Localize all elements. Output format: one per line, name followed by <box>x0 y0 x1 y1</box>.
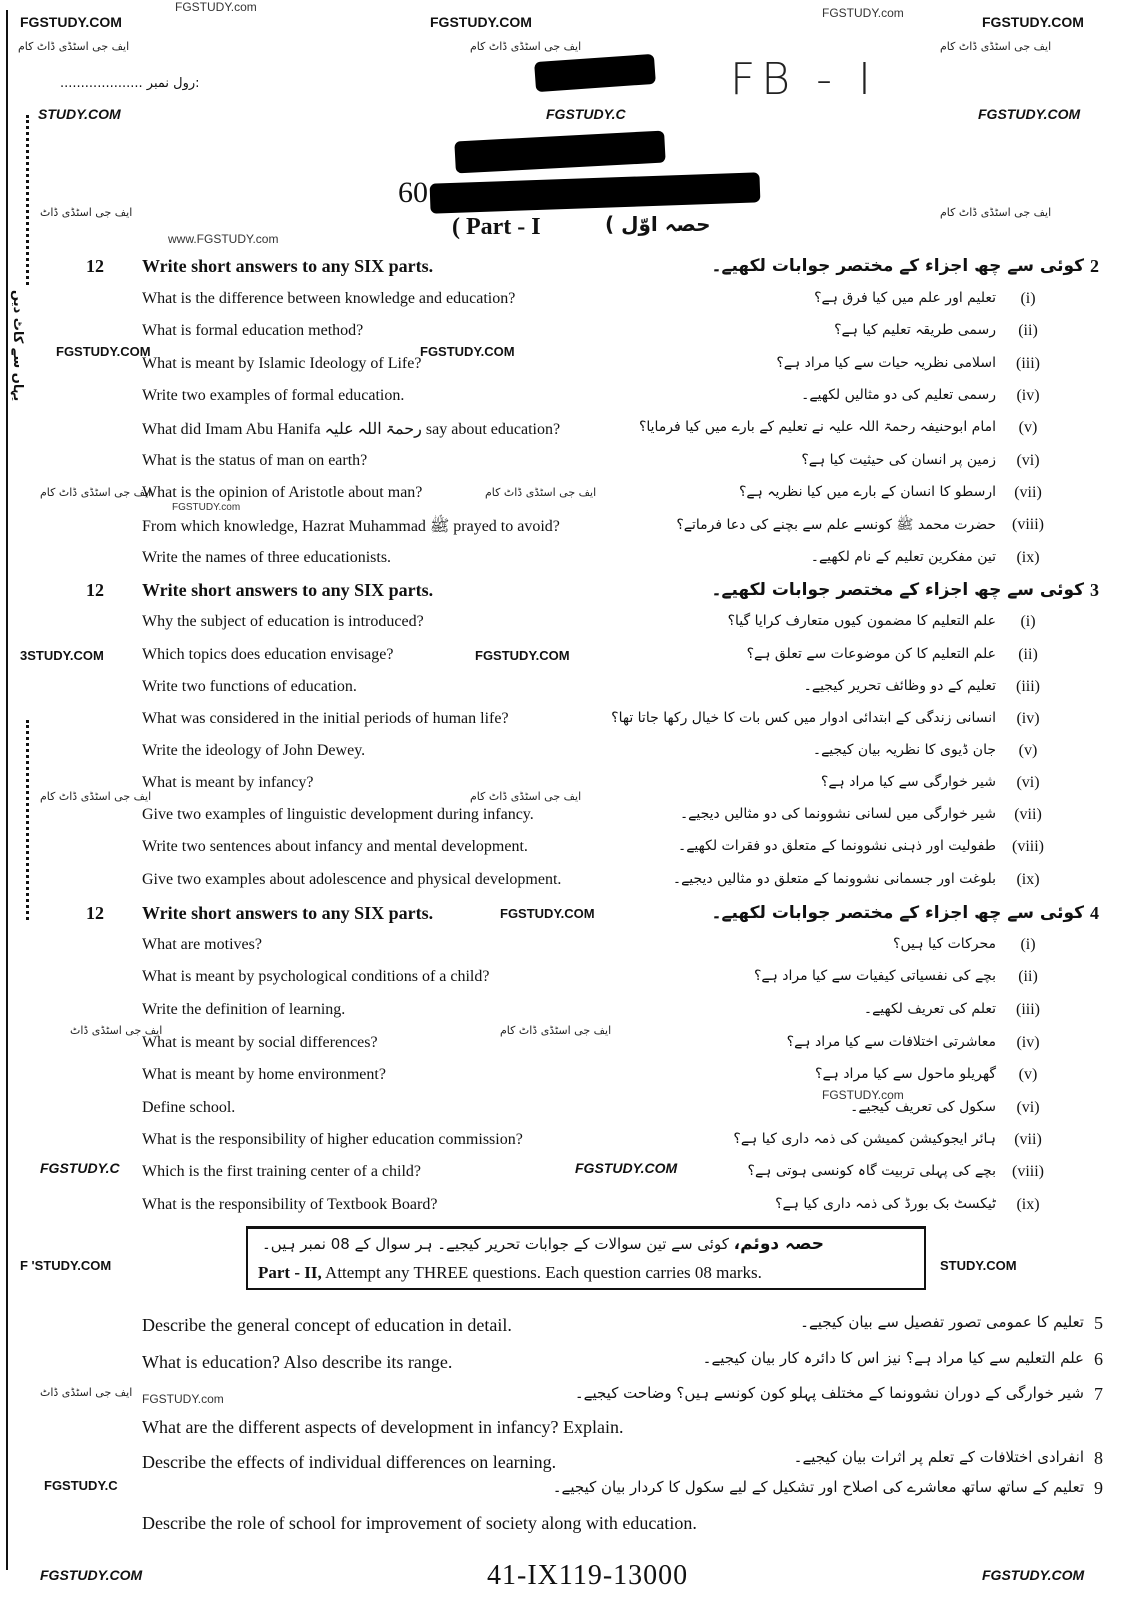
watermark-urdu: ایف جی اسٹڈی ڈاٹ کام <box>940 206 1052 219</box>
question-part-en: Give two examples about adolescence and physical development. <box>142 871 562 888</box>
watermark: FGSTUDY.com <box>175 0 257 14</box>
question-number: 6 <box>1094 1349 1103 1369</box>
part-two-label-ur: حصہ دوئم، <box>733 1234 824 1254</box>
question-part-en: Write the ideology of John Dewey. <box>142 742 366 759</box>
watermark-urdu: ایف جی اسٹڈی ڈاٹ <box>70 1024 163 1037</box>
watermark: FGSTUDY.COM <box>982 14 1084 30</box>
question-marks: 12 <box>86 580 104 600</box>
long-question-en: Describe the role of school for improvement of society along with education. <box>142 1513 697 1533</box>
long-question-en: What is education? Also describe its range. <box>142 1352 453 1372</box>
part-roman: (vii) <box>1014 1131 1042 1148</box>
question-part-ur: شیر خوارگی میں لسانی نشوونما کی دو مثالیں دیجیے۔ <box>679 806 996 822</box>
question-part-ur: ہائر ایجوکیشن کمیشن کی ذمہ داری کیا ہے؟ <box>733 1131 996 1147</box>
total-marks: 60 <box>398 176 428 209</box>
question-part-ur: بلوغت اور جسمانی نشوونما کے متعلق دو مثالیں دیجیے۔ <box>672 871 996 887</box>
part-roman: (v) <box>1018 742 1038 759</box>
question-part-ur: تعلم کی تعریف لکھیے۔ <box>863 1001 996 1017</box>
question-part-ur: طفولیت اور ذہنی نشوونما کے متعلق دو فقرات لکھیے۔ <box>678 838 996 854</box>
question-number: 7 <box>1094 1384 1103 1404</box>
question-part-en: Why the subject of education is introduced? <box>142 613 424 630</box>
part-one-label-ur: حصہ اوّل ) <box>605 212 711 236</box>
question-part-en: Write two examples of formal education. <box>142 387 405 404</box>
part-roman: (ix) <box>1016 549 1040 566</box>
part-roman: (vii) <box>1014 806 1042 823</box>
question-part-ur: بچے کی نفسیاتی کیفیات سے کیا مراد ہے؟ <box>753 968 996 984</box>
question-part-en: Write the definition of learning. <box>142 1001 346 1018</box>
question-part-ur: امام ابوحنیفہ رحمۃ اللہ علیہ نے تعلیم کے بارے میں کیا فرمایا؟ <box>638 419 996 435</box>
question-part-ur: محرکات کیا ہیں؟ <box>893 936 996 952</box>
watermark: FGSTUDY.COM <box>20 14 122 30</box>
long-question-en: Describe the effects of individual differences on learning. <box>142 1452 557 1472</box>
watermark: FGSTUDY.COM <box>978 106 1081 122</box>
watermark: FGSTUDY.com <box>822 6 904 20</box>
part-two-instruction-box <box>246 1226 926 1290</box>
part-roman: (ii) <box>1018 322 1038 339</box>
question-part-ur: حضرت محمد ﷺ کونسے علم سے بچنے کی دعا فرماتے؟ <box>676 517 996 533</box>
question-part-ur: سکول کی تعریف کیجیے۔ <box>850 1099 996 1115</box>
part-roman: (iv) <box>1016 387 1040 404</box>
question-heading-ur: کوئی سے چھ اجزاء کے مختصر جوابات لکھیے۔ <box>711 903 1084 923</box>
question-part-en: What is the opinion of Aristotle about man? <box>142 484 423 501</box>
question-heading-en: Write short answers to any SIX parts. <box>142 580 434 600</box>
question-part-ur: گھریلو ماحول سے کیا مراد ہے؟ <box>815 1066 996 1082</box>
question-part-ur: جان ڈیوی کا نظریہ بیان کیجیے۔ <box>812 742 996 758</box>
watermark: STUDY.COM <box>940 1258 1017 1273</box>
watermark: FGSTUDY.com <box>822 1088 904 1102</box>
question-part-en: Write the names of three educationists. <box>142 549 392 566</box>
part-roman: (vi) <box>1016 774 1040 791</box>
question-number: 3 <box>1090 580 1099 600</box>
question-part-en: Define school. <box>142 1099 236 1116</box>
watermark: FGSTUDY.C <box>40 1160 120 1176</box>
long-question-ur: انفرادی اختلافات کے تعلم پر اثرات بیان کیجیے۔ <box>793 1448 1084 1466</box>
part-roman: (iv) <box>1016 1034 1040 1051</box>
part-roman: (ii) <box>1018 968 1038 985</box>
part-roman: (vii) <box>1014 484 1042 501</box>
redaction-mark <box>534 54 656 92</box>
watermark: www.FGSTUDY.com <box>168 232 279 246</box>
part-two-urdu <box>262 1233 824 1254</box>
page-left-border <box>6 10 8 1570</box>
question-heading-ur: کوئی سے چھ اجزاء کے مختصر جوابات لکھیے۔ <box>711 256 1084 276</box>
question-part-en: What was considered in the initial periods of human life? <box>142 710 509 727</box>
question-number: 2 <box>1090 256 1099 276</box>
question-part-en: Write two sentences about infancy and mental development. <box>142 838 528 855</box>
watermark-urdu: ایف جی اسٹڈی ڈاٹ <box>40 206 133 219</box>
question-part-en: Give two examples of linguistic development during infancy. <box>142 806 534 823</box>
part-roman: (vi) <box>1016 1099 1040 1116</box>
watermark: F 'STUDY.COM <box>20 1258 112 1273</box>
watermark-urdu: ایف جی اسٹڈی ڈاٹ کام <box>40 486 152 499</box>
question-part-en: What is the responsibility of higher education commission? <box>142 1131 523 1148</box>
long-question-ur: علم التعلیم سے کیا مراد ہے؟ نیز اس کا دائرہ کار بیان کیجیے۔ <box>702 1349 1084 1367</box>
watermark: 3STUDY.COM <box>20 648 104 663</box>
part-roman: (ix) <box>1016 871 1040 888</box>
part-roman: (viii) <box>1012 838 1044 855</box>
part-roman: (viii) <box>1012 516 1044 533</box>
part-roman: (ii) <box>1018 646 1038 663</box>
cut-line-dots <box>26 115 32 285</box>
roll-number-dots: .................... <box>60 76 143 91</box>
long-question-ur: تعلیم کا عمومی تصور تفصیل سے بیان کیجیے۔ <box>800 1313 1084 1331</box>
question-part-en: What is meant by Islamic Ideology of Life? <box>142 355 422 372</box>
question-part-ur: انسانی زندگی کے ابتدائی ادوار میں کس بات کا خیال رکھا جاتا تھا؟ <box>611 710 996 726</box>
watermark: FGSTUDY.COM <box>500 906 595 921</box>
watermark-urdu: ایف جی اسٹڈی ڈاٹ کام <box>940 40 1052 53</box>
question-part-en: What is meant by home environment? <box>142 1066 386 1083</box>
part-roman: (ix) <box>1016 1196 1040 1213</box>
question-part-en: What is meant by infancy? <box>142 774 314 791</box>
question-part-en: What is the status of man on earth? <box>142 452 368 469</box>
watermark-urdu: ایف جی اسٹڈی ڈاٹ کام <box>40 790 152 803</box>
watermark: FGSTUDY.C <box>44 1478 118 1493</box>
question-part-en: What is formal education method? <box>142 322 364 339</box>
question-part-ur: اسلامی نظریہ حیات سے کیا مراد ہے؟ <box>776 355 996 371</box>
question-marks: 12 <box>86 903 104 923</box>
part-roman: (v) <box>1018 419 1038 436</box>
part-roman: (iv) <box>1016 710 1040 727</box>
long-question-en: What are the different aspects of development in infancy? Explain. <box>142 1417 624 1437</box>
part-roman: (i) <box>1020 290 1036 307</box>
part-one-label-en: ( Part - I <box>452 214 541 240</box>
watermark: FGSTUDY.com <box>142 1392 224 1406</box>
question-number: 5 <box>1094 1313 1103 1333</box>
part-roman: (iii) <box>1016 355 1040 372</box>
long-question-en: Describe the general concept of education in detail. <box>142 1315 512 1335</box>
question-part-en: From which knowledge, Hazrat Muhammad ﷺ prayed to avoid? <box>142 518 560 535</box>
roll-number-label: رول نمبر: <box>146 76 200 91</box>
question-number: 8 <box>1094 1448 1103 1468</box>
watermark: STUDY.COM <box>38 106 121 122</box>
question-part-ur: تعلیم اور علم میں کیا فرق ہے؟ <box>814 290 996 306</box>
part-two-label-en: Part - II, <box>258 1263 322 1282</box>
question-number: 9 <box>1094 1478 1103 1498</box>
question-part-ur: زمین پر انسان کی حیثیت کیا ہے؟ <box>801 452 996 468</box>
paper-code: 41-IX119-13000 <box>487 1560 689 1591</box>
question-part-ur: معاشرتی اختلافات سے کیا مراد ہے؟ <box>786 1034 996 1050</box>
question-heading-ur: کوئی سے چھ اجزاء کے مختصر جوابات لکھیے۔ <box>711 580 1084 600</box>
part-roman: (vi) <box>1016 452 1040 469</box>
question-part-ur: رسمی طریقہ تعلیم کیا ہے؟ <box>834 322 996 338</box>
watermark: FGSTUDY.COM <box>56 344 151 359</box>
long-question-ur: تعلیم کے ساتھ ساتھ معاشرے کی اصلاح اور تشکیل کے لیے سکول کا کردار بیان کیجیے۔ <box>552 1478 1084 1496</box>
question-part-en: What is meant by psychological conditions of a child? <box>142 968 490 985</box>
part-roman: (v) <box>1018 1066 1038 1083</box>
redaction-mark <box>430 172 761 213</box>
watermark-urdu: ایف جی اسٹڈی ڈاٹ کام <box>18 40 130 53</box>
question-part-ur: شیر خوارگی سے کیا مراد ہے؟ <box>820 774 996 790</box>
watermark: FGSTUDY.COM <box>982 1567 1085 1583</box>
watermark-urdu: ایف جی اسٹڈی ڈاٹ کام <box>470 40 582 53</box>
watermark: FGSTUDY.COM <box>575 1160 678 1176</box>
question-part-ur: ٹیکسٹ بک بورڈ کی ذمہ داری کیا ہے؟ <box>775 1196 996 1212</box>
part-roman: (viii) <box>1012 1163 1044 1180</box>
part-roman: (iii) <box>1016 678 1040 695</box>
watermark: FGSTUDY.com <box>172 502 241 513</box>
question-part-ur: بچے کی پہلی تربیت گاہ کونسی ہوتی ہے؟ <box>747 1163 996 1179</box>
watermark: FGSTUDY.COM <box>430 14 532 30</box>
question-part-ur: رسمی تعلیم کی دو مثالیں لکھیے۔ <box>801 387 996 403</box>
watermark-urdu: ایف جی اسٹڈی ڈاٹ کام <box>470 790 582 803</box>
question-part-en: What is the difference between knowledge and education? <box>142 290 516 307</box>
part-roman: (iii) <box>1016 1001 1040 1018</box>
question-part-ur: تین مفکرین تعلیم کے نام لکھیے۔ <box>810 549 996 565</box>
question-part-en: Which is the first training center of a child? <box>142 1163 422 1180</box>
watermark-urdu: ایف جی اسٹڈی ڈاٹ کام <box>500 1024 612 1037</box>
long-question-ur: شیر خوارگی کے دوران نشوونما کے مختلف پہلو کون کونسے ہیں؟ وضاحت کیجیے۔ <box>574 1384 1084 1402</box>
cut-line-dots <box>26 720 32 920</box>
question-part-en: What did Imam Abu Hanifa رحمۃ اللہ علیہ say about education? <box>142 421 561 438</box>
question-part-ur: تعلیم کے دو وظائف تحریر کیجیے۔ <box>803 678 996 694</box>
handwritten-code: FB - I <box>730 54 877 105</box>
part-roman: (i) <box>1020 613 1036 630</box>
watermark: FGSTUDY.COM <box>40 1567 143 1583</box>
question-marks: 12 <box>86 256 104 276</box>
watermark-urdu: ایف جی اسٹڈی ڈاٹ کام <box>485 486 597 499</box>
question-heading-en: Write short answers to any SIX parts. <box>142 903 434 923</box>
redaction-mark <box>454 131 665 174</box>
question-part-en: Write two functions of education. <box>142 678 357 695</box>
question-number: 4 <box>1090 903 1099 923</box>
question-part-ur: علم التعلیم کا کن موضوعات سے تعلق ہے؟ <box>746 646 996 662</box>
watermark: FGSTUDY.C <box>546 106 626 122</box>
question-part-ur: علم التعلیم کا مضمون کیوں متعارف کرایا گیا؟ <box>727 613 996 629</box>
watermark: FGSTUDY.COM <box>475 648 570 663</box>
question-heading-en: Write short answers to any SIX parts. <box>142 256 434 276</box>
roll-number-field <box>60 76 200 91</box>
question-part-ur: ارسطو کا انسان کے بارے میں کیا نظریہ ہے؟ <box>738 484 996 500</box>
question-part-en: Which topics does education envisage? <box>142 646 394 663</box>
question-part-en: What is the responsibility of Textbook Board? <box>142 1196 438 1213</box>
watermark: FGSTUDY.COM <box>420 344 515 359</box>
question-part-en: What is meant by social differences? <box>142 1034 378 1051</box>
part-two-instruction-en: Attempt any THREE questions. Each question carries 08 marks. <box>325 1263 762 1282</box>
watermark-urdu: ایف جی اسٹڈی ڈاٹ <box>40 1386 133 1399</box>
part-two-english <box>258 1263 762 1283</box>
question-part-en: What are motives? <box>142 936 262 953</box>
margin-note: یہاں سے کاٹ دیں <box>10 290 25 402</box>
part-two-instruction-ur: کوئی سے تین سوالات کے جوابات تحریر کیجیے۔ ہر سوال کے 08 نمبر ہیں۔ <box>261 1235 729 1253</box>
part-roman: (i) <box>1020 936 1036 953</box>
